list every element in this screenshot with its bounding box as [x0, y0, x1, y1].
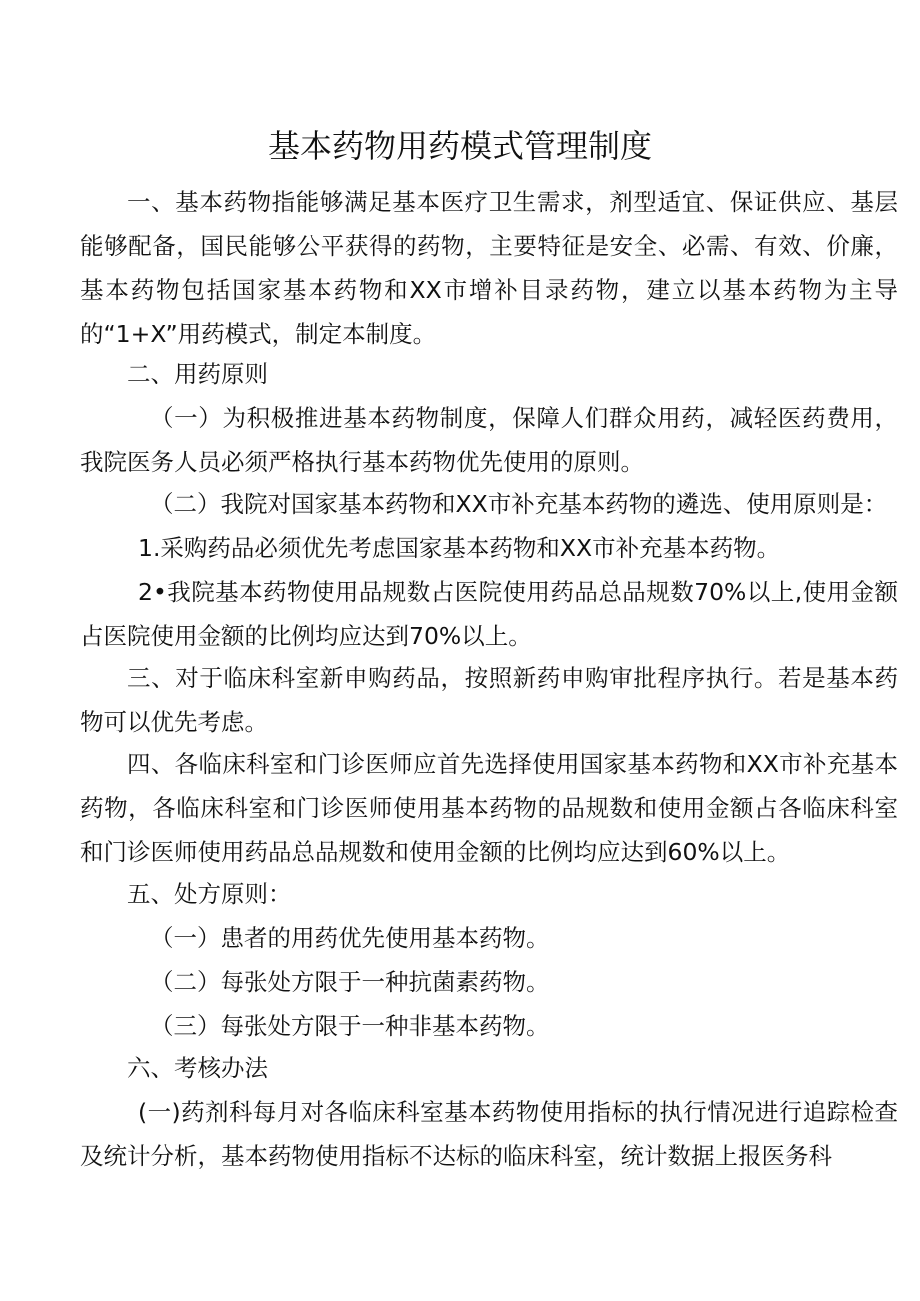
paragraph-2-heading: 二、用药原则 [127, 360, 268, 388]
paragraph-11-prescription-2: （二）每张处方限于一种抗菌素药物。 [150, 968, 550, 996]
paragraph-5-item-1: 1.采购药品必须优先考虑国家基本药物和XX市补充基本药物。 [138, 534, 781, 562]
paragraph-6-item-2: 2•我院基本药物使用品规数占医院使用药品总品规数70%以上,使用金额占医院使用金额的比例均应达到70%以上。 [80, 578, 898, 650]
page-title: 基本药物用药模式管理制度 [267, 127, 652, 165]
paragraph-10-prescription-1: （一）患者的用药优先使用基本药物。 [150, 924, 550, 952]
paragraph-3-principle-1: （一）为积极推进基本药物制度，保障人们群众用药，减轻医药费用，我院医务人员必须严格执行基本药物优先使用的原则。 [80, 404, 898, 476]
paragraph-4-principle-2: （二）我院对国家基本药物和XX市补充基本药物的遴选、使用原则是： [150, 490, 888, 518]
paragraph-7-section-3: 三、对于临床科室新申购药品，按照新药申购审批程序执行。若是基本药物可以优先考虑。 [80, 664, 898, 736]
paragraph-12-prescription-3: （三）每张处方限于一种非基本药物。 [150, 1012, 550, 1040]
paragraph-13-section-6: 六、考核办法 [127, 1054, 268, 1082]
paragraph-8-section-4: 四、各临床科室和门诊医师应首先选择使用国家基本药物和XX市补充基本药物，各临床科室和门诊医师使用基本药物的品规数和使用金额占各临床科室和门诊医师使用药品总品规数和使用金额的比例均应达到60%以上。 [80, 750, 898, 866]
paragraph-9-section-5: 五、处方原则： [127, 880, 292, 908]
paragraph-14-assessment-1: (一)药剂科每月对各临床科室基本药物使用指标的执行情况进行追踪检查及统计分析，基本药物使用指标不达标的临床科室，统计数据上报医务科 [80, 1098, 898, 1170]
paragraph-1-definition: 一、基本药物指能够满足基本医疗卫生需求，剂型适宜、保证供应、基层能够配备，国民能够公平获得的药物，主要特征是安全、必需、有效、价廉，基本药物包括国家基本药物和XX市增补目录药物，建立以基本药物为主导的“1+X”用药模式，制定本制度。 [80, 188, 898, 348]
